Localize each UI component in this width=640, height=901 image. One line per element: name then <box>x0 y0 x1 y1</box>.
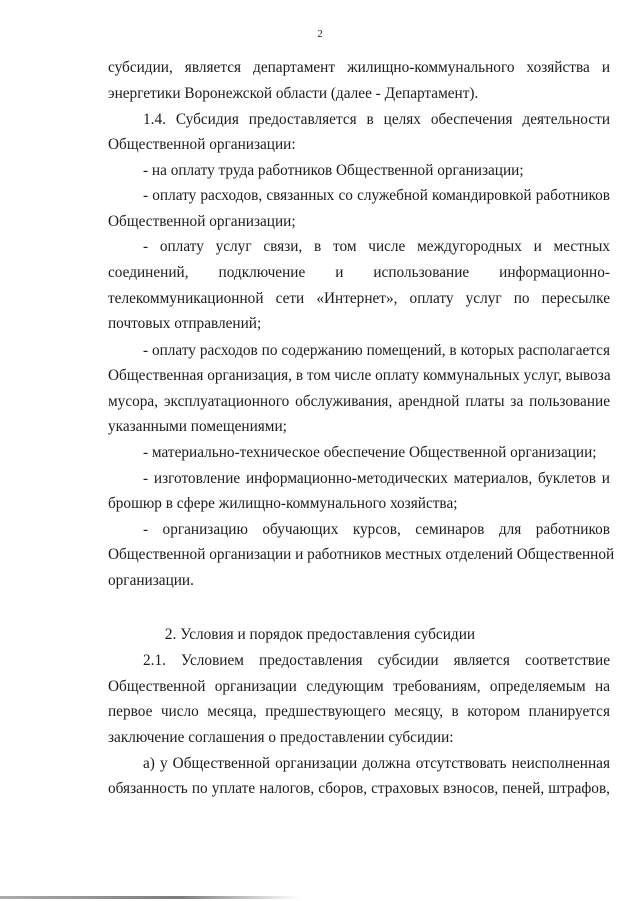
section-heading: 2. Условия и порядок предоставления субсидии <box>164 626 476 643</box>
text-line: почтовых отправлений; <box>108 315 262 332</box>
text-line: телекоммуникационной сети «Интернет», оплату услуг по пересылке <box>108 290 610 307</box>
text-line: организации. <box>108 572 194 589</box>
text-line: энергетики Воронежской области (далее - Департамент). <box>108 85 479 102</box>
text-line: соединений, подключение и использование информационно- <box>108 264 610 281</box>
text-line: 2.1. Условием предоставления субсидии является соответствие <box>143 652 610 669</box>
text-line: мусора, эксплуатационного обслуживания, арендной платы за пользование <box>108 393 610 410</box>
text-line: - материально-техническое обеспечение Общественной организации; <box>143 444 597 461</box>
text-line: указанными помещениями; <box>108 418 287 435</box>
text-line: - оплату расходов, связанных со служебной командировкой работников <box>143 187 610 204</box>
text-line: Общественная организация, в том числе оплату коммунальных услуг, вывоза <box>108 367 611 384</box>
scan-edge-mark <box>0 896 300 899</box>
text-line: субсидии, является департамент жилищно-коммунального хозяйства и <box>108 59 610 76</box>
text-line: - оплату расходов по содержанию помещений, в которых располагается <box>143 342 610 359</box>
text-line: Общественной организации следующим требованиям, определяемым на <box>108 678 610 695</box>
text-line: - на оплату труда работников Общественной организации; <box>143 162 524 179</box>
text-line: 1.4. Субсидия предоставляется в целях обеспечения деятельности <box>143 111 610 128</box>
text-line: первое число месяца, предшествующего месяцу, в котором планируется <box>108 703 610 720</box>
text-line: Общественной организации; <box>108 213 296 230</box>
text-line: брошюр в сфере жилищно-коммунального хозяйства; <box>108 495 458 512</box>
text-line: - организацию обучающих курсов, семинаров для работников <box>143 521 610 538</box>
text-line: - изготовление информационно-методических материалов, буклетов и <box>143 470 610 487</box>
text-line: - оплату услуг связи, в том числе междугородных и местных <box>143 238 610 255</box>
text-line: заключение соглашения о предоставлении субсидии: <box>108 729 454 746</box>
text-line: а) у Общественной организации должна отсутствовать неисполненная <box>143 755 610 772</box>
text-line: обязанность по уплате налогов, сборов, страховых взносов, пеней, штрафов, <box>108 780 610 797</box>
text-line: Общественной организации и работников местных отделений Общественной <box>108 546 615 563</box>
text-line: Общественной организации: <box>108 136 296 153</box>
page-number: 2 <box>317 28 323 40</box>
